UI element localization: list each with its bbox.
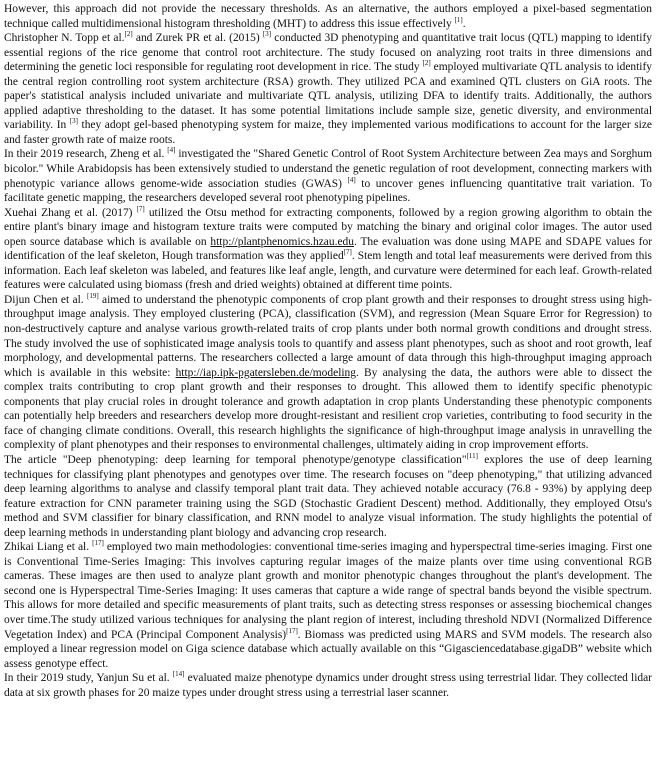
citation-superscript: [11]	[466, 452, 478, 461]
text-run: .	[462, 17, 466, 30]
citation-superscript: [4]	[347, 175, 356, 184]
text-run: aimed to understand the phenotypic components of crop plant growth and their responses to drought stress using high-throughput image analysis. They employed clustering (PCA), classification (SVM), and regression (Mean Square Error for Regression) to non-destructively capture and analyse various growth-related traits of crop plants under both normal growth conditions and drought stress. The study involved the use of sophisticated image analysis tools to quantify and assess plant phenotypes, such as shoot and root growth, leaf morphology, and developmental patterns. The researchers collected a large amount of data through this high-throughput imaging approach which is available in this website:	[4, 293, 652, 379]
citation-superscript: [3]	[262, 30, 272, 39]
text-run: conducted 3D phenotyping and quantitative trait locus (QTL) mapping to identify essential regions of the rice genome that control root architecture. The study focused on analyzing root traits in three dimensions and determining the genetic loci responsible for regulating root development in rice. The study	[4, 32, 652, 74]
body-paragraph	[4, 540, 652, 671]
body-paragraph	[4, 206, 652, 293]
text-run: . By analysing the data, the authors were able to dissect the complex traits contributing to crop plant growth and their responses to drought. This allowed them to identify specific phenotypic components that play crucial roles in drought tolerance and growth adaptation in crop plants Understanding these phenotypic components can potentially help breeders and researchers develop more drought-resistant and resilient crop varieties, contributing to food security in the face of changing climate conditions. Overall, this research highlights the significance of high-throughput image analysis in unravelling the complexity of plant phenotypes and their responses to environmental challenges, ultimately aiding in crop improvement efforts.	[4, 366, 652, 452]
text-run: they adopt gel-based phenotyping system for maize, they implemented various modifications to account for the larger size and faster growth rate of maize roots.	[4, 119, 653, 146]
citation-superscript: [1]	[454, 15, 463, 24]
text-run: employed multivariate QTL analysis to identify the central region controlling root system architecture (RSA) growth. They utilized PCA and examined QTL clusters on GiA roots. The paper's statistical analysis included univariate and multivariate QTL analysis, utilizing DFA to identify traits. Additionally, the authors applied adaptive thresholding to the dataset. It has some potential limitations include sample size, genetic diversity, and environmental variability. In	[4, 61, 652, 132]
url-link[interactable]: http://plantphenomics.hzau.edu	[210, 235, 354, 248]
text-run: However, this approach did not provide the necessary thresholds. As an alternative, the authors employed a pixel-based segmentation technique called multidimensional histogram thresholding (MHT) to address this issue effectively	[4, 3, 652, 30]
text-run: evaluated maize phenotype dynamics under drought stress using terrestrial lidar. They collected lidar data at six growth phases for 20 maize types under drought stress using a terrestrial laser scanner.	[4, 672, 652, 699]
citation-superscript: [17]	[286, 626, 298, 635]
citation-superscript: [7]	[343, 248, 352, 257]
text-run: . Stem length and total leaf measurements were derived from this information. Each leaf skeleton was labeled, and features like leaf angle, length, and curvature were determined for each leaf. Growth-related features were calculated using biomass (fresh and dried weights) obtained at different time points.	[4, 250, 652, 292]
text-run: Zhikai Liang et al.	[4, 541, 93, 554]
citation-superscript: [3]	[69, 117, 78, 126]
citation-superscript: [2]	[422, 59, 431, 68]
body-paragraph	[4, 453, 652, 540]
text-run: In their 2019 research, Zheng et al.	[4, 148, 168, 161]
text-run: . Biomass was predicted using MARS and SVM models. The research also employed a linear regression model on Giga science database which actually available on this “Gigasciencedatabase.gigaDB” website which assess genotype effect.	[4, 628, 652, 670]
citation-superscript: [19]	[86, 292, 99, 301]
text-run: explores the use of deep learning techniques for classifying plant phenotypes and genotypes over time. The research focuses on "deep phenotyping," that utilizing advanced deep learning algorithms to analyse and classify temporal plant trait data. They achieved notable accuracy (76.8 - 93%) by applying deep feature extraction for CNN parameter training using the SGD (Stochastic Gradient Descent) method. Additionally, they employed Otsu's method and SVM classifier for binary classification, and RNN model to analyze visual information. The study highlights the potential of deep learning methods in understanding plant biology and advancing crop research.	[4, 453, 652, 539]
text-run: to uncover genes influencing quantitative trait variation. To facilitate genetic mapping, the researchers developed several root phenotyping pipelines.	[4, 177, 653, 205]
body-paragraph	[4, 2, 652, 31]
text-run: Christopher N. Topp et al.	[4, 32, 125, 45]
url-link[interactable]: http://iap.ipk-pgatersleben.de/modeling	[175, 366, 356, 379]
citation-superscript: [2]	[124, 30, 133, 39]
text-run: . The evaluation was done using MAPE and SDAPE values for identification of the leaf skeleton, Hough transformation was they applied	[4, 235, 653, 263]
body-paragraph	[4, 671, 652, 700]
text-run: employed two main methodologies: conventional time-series imaging and hyperspectral time-series imaging. First one is Conventional Time-Series Imaging: This involves capturing regular images of the maize plants over time using conventional RGB cameras. These images are then used to analyze plant growth and monitor phenotypic changes throughout the plant's development. The second one is Hyperspectral Time-Series Imaging: It uses cameras that capture a wide range of spectral bands beyond the visible spectrum. This allows for more detailed and specific measurements of plant traits, such as detecting stress responses or assessing biochemical changes over time.The study utilized various techniques for analysing the plant region of interest, including threshold NDVI (Normalized Difference Vegetation Index) and PCA (Principal Component Analysis)	[4, 541, 652, 641]
citation-superscript: [7]	[136, 204, 145, 213]
body-paragraph	[4, 293, 652, 453]
citation-superscript: [4]	[167, 146, 176, 155]
text-run: investigated the "Shared Genetic Control of Root System Architecture between Zea mays and Sorghum bicolor." While Arabidopsis has been extensively studied to understand the genetic regulation of root development, connecting markers with phenotypic variance allows genome-wide association studies (GWAS)	[4, 148, 652, 190]
citation-superscript: [14]	[172, 670, 185, 679]
text-run: In their 2019 study, Yanjun Su et al.	[4, 672, 173, 685]
body-paragraph	[4, 147, 652, 205]
text-run: utilized the Otsu method for extracting components, followed by a region growing algorithm to obtain the entire plant's binary image and histogram texture traits were computed by matching the binary and original color images. The autor used open source database which is available on	[4, 206, 652, 248]
text-run: Xuehai Zhang et al. (2017)	[4, 206, 137, 219]
text-run: and Zurek PR et al. (2015)	[132, 32, 263, 45]
text-run: The article "Deep phenotyping: deep learning for temporal phenotype/genotype classification"	[4, 453, 467, 466]
citation-superscript: [17]	[92, 539, 104, 548]
text-run: Dijun Chen et al.	[4, 293, 87, 306]
body-paragraph	[4, 31, 652, 147]
